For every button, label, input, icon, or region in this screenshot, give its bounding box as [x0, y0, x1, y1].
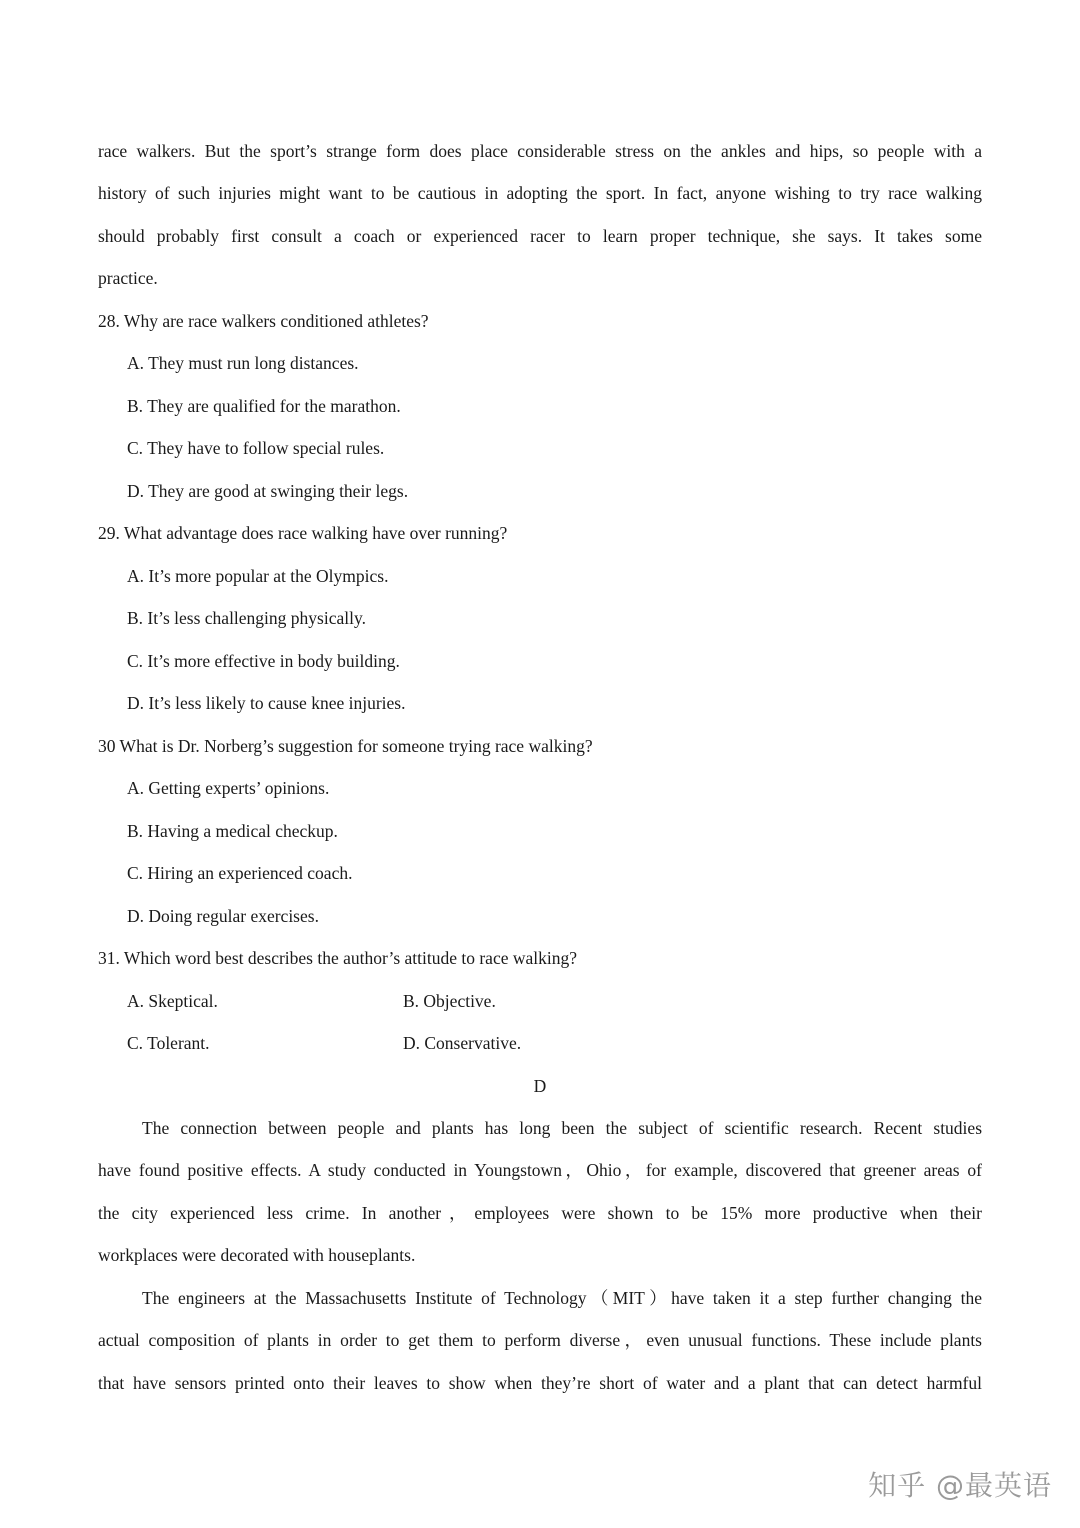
zhihu-watermark: 知乎 @最英语 [868, 1469, 1052, 1502]
paragraph-line: actual composition of plants in order to get them to perform diverse，even unusual functions. These include plants [98, 1330, 982, 1350]
question-29-option-d: D. It’s less likely to cause knee injuries. [127, 693, 406, 713]
passage-line: should probably first consult a coach or experienced racer to learn proper technique, she says. It takes some [98, 226, 982, 246]
question-28-option-a: A. They must run long distances. [127, 353, 359, 373]
question-28-option-c: C. They have to follow special rules. [127, 438, 385, 458]
question-30-option-a: A. Getting experts’ opinions. [127, 778, 330, 798]
paragraph-line: The connection between people and plants has long been the subject of scientific research. Recent studies [142, 1118, 982, 1138]
question-29-option-b: B. It’s less challenging physically. [127, 608, 366, 628]
paragraph-line: have found positive effects. A study conducted in Youngstown，Ohio，for example, discovered that greener areas of [98, 1160, 982, 1180]
paragraph-line: workplaces were decorated with houseplants. [98, 1245, 416, 1265]
passage-line: practice. [98, 268, 158, 288]
question-30-option-c: C. Hiring an experienced coach. [127, 863, 353, 883]
passage-line: race walkers. But the sport’s strange form does place considerable stress on the ankles and hips, so people with a [98, 141, 982, 161]
passage-line: history of such injuries might want to be cautious in adopting the sport. In fact, anyone wishing to try race walking [98, 183, 982, 203]
question-29-option-a: A. It’s more popular at the Olympics. [127, 566, 389, 586]
question-29-option-c: C. It’s more effective in body building. [127, 651, 400, 671]
question-30-option-d: D. Doing regular exercises. [127, 906, 319, 926]
question-30-stem: 30 What is Dr. Norberg’s suggestion for someone trying race walking? [98, 736, 593, 756]
question-29-stem: 29. What advantage does race walking have over running? [98, 523, 508, 543]
question-31-option-a: A. Skeptical. [127, 991, 218, 1011]
question-31-option-b: B. Objective. [403, 991, 496, 1011]
question-30-option-b: B. Having a medical checkup. [127, 821, 338, 841]
question-31-stem: 31. Which word best describes the author’s attitude to race walking? [98, 948, 578, 968]
paragraph-line: that have sensors printed onto their leaves to show when they’re short of water and a plant that can detect harmful [98, 1373, 982, 1393]
section-heading: D [533, 1076, 547, 1096]
question-31-option-d: D. Conservative. [403, 1033, 522, 1053]
paragraph-line: The engineers at the Massachusetts Institute of Technology（MIT）have taken it a step further changing the [142, 1288, 982, 1308]
question-28-stem: 28. Why are race walkers conditioned athletes? [98, 311, 429, 331]
paragraph-line: the city experienced less crime. In another，employees were shown to be 15% more productive when their [98, 1203, 982, 1223]
question-28-option-d: D. They are good at swinging their legs. [127, 481, 409, 501]
question-28-option-b: B. They are qualified for the marathon. [127, 396, 401, 416]
question-31-option-c: C. Tolerant. [127, 1033, 210, 1053]
